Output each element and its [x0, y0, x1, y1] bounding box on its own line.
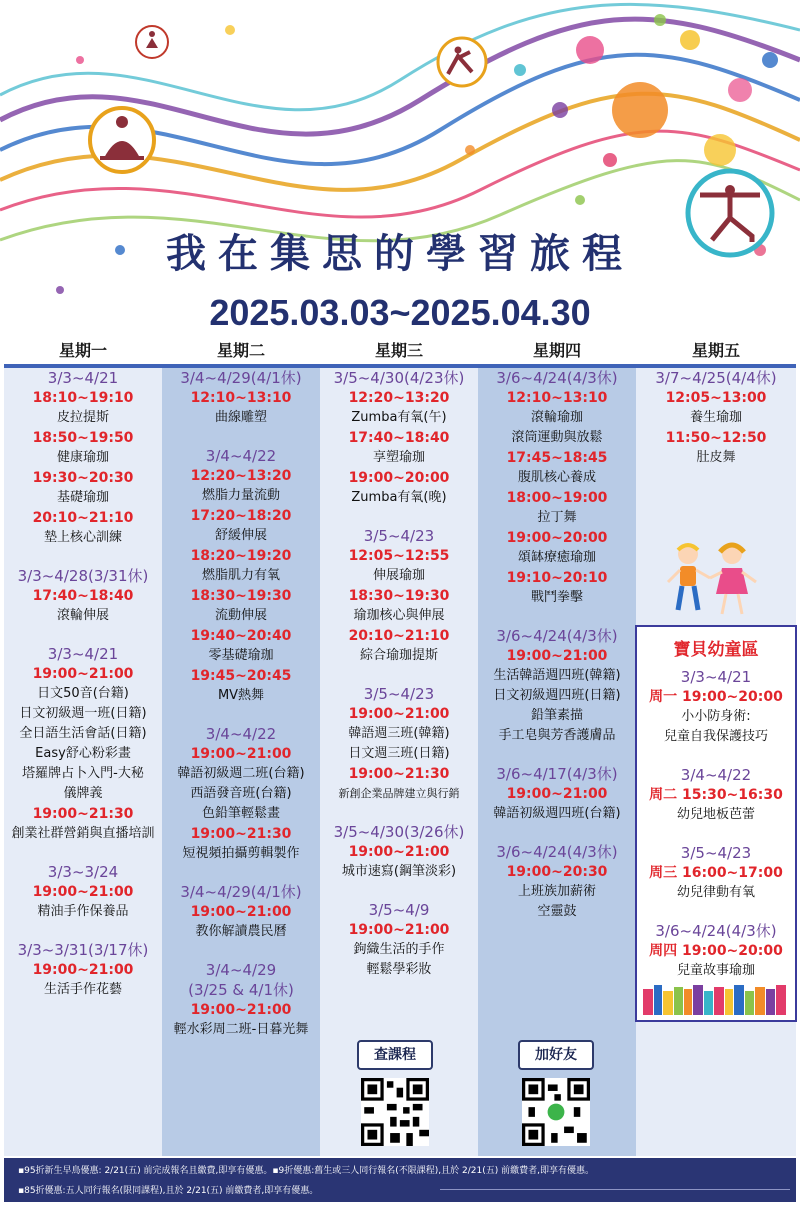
day-header-wednesday: 星期三 — [374, 341, 423, 360]
date-range-label: 3/3~3/31(3/17休) — [17, 941, 149, 959]
course-name: 皮拉提斯 — [56, 410, 109, 425]
kids-section — [635, 625, 797, 1022]
time-slot: 19:10~20:10 — [506, 570, 608, 586]
time-slot: 12:05~12:55 — [348, 548, 450, 564]
course-name: 養生瑜珈 — [689, 410, 742, 425]
kids-time-slot: 周一 19:00~20:00 — [649, 689, 783, 705]
course-name: 短視頻拍攝剪輯製作 — [182, 846, 300, 861]
date-range-label: 3/6~4/24(4/3休) — [496, 843, 618, 861]
column-monday — [4, 368, 162, 1156]
course-name: 韓語週三班(韓籍) — [348, 726, 450, 741]
stretch-icon — [438, 38, 486, 86]
course-name: 儀牌義 — [63, 786, 103, 801]
course-name: 輕水彩周二班-日暮光舞 — [173, 1022, 309, 1037]
books-icon — [641, 983, 791, 1015]
time-slot: 12:05~13:00 — [665, 390, 767, 406]
date-range-label: 3/4~4/29 — [205, 961, 277, 979]
course-name: 綜合瑜珈提斯 — [359, 648, 438, 663]
course-name: 頌缽療癒瑜珈 — [517, 550, 596, 565]
time-slot: 18:30~19:30 — [348, 588, 450, 604]
course-qr-code-icon[interactable] — [361, 1078, 429, 1146]
time-slot: 19:40~20:40 — [190, 628, 292, 644]
time-slot: 19:00~20:30 — [506, 864, 608, 880]
hero-banner — [0, 0, 800, 340]
course-name: 肚皮舞 — [696, 450, 736, 465]
date-range-label: 3/3~4/28(3/31休) — [17, 567, 149, 585]
course-name: 拉丁舞 — [537, 510, 577, 525]
time-slot: 19:45~20:45 — [190, 668, 292, 684]
time-slot: 12:10~13:10 — [506, 390, 608, 406]
page-title: 我在集思的學習旅程 — [166, 231, 634, 277]
time-slot: 18:00~19:00 — [506, 490, 608, 506]
course-name: 享塑瑜珈 — [372, 450, 425, 465]
course-name: 空靈鼓 — [537, 904, 577, 919]
time-slot: 12:20~13:20 — [348, 390, 450, 406]
course-name: Easy舒心粉彩畫 — [35, 746, 131, 761]
course-name: 輕鬆學彩妝 — [366, 962, 432, 977]
kids-course-name: 幼兒地板芭蕾 — [676, 807, 755, 822]
discount-line-2: ▪85折優惠:五人同行報名(限同課程),且於 2/21(五) 前繳費者,即享有優惠。 — [18, 1186, 319, 1196]
line-qr-code-icon[interactable] — [522, 1078, 590, 1146]
course-name: 色鉛筆輕鬆畫 — [201, 806, 280, 821]
course-name: 健康瑜珈 — [56, 450, 109, 465]
time-slot: 20:10~21:10 — [348, 628, 450, 644]
kids-illustration — [660, 540, 770, 622]
day-header-thursday: 星期四 — [532, 341, 581, 360]
course-name: 零基礎瑜珈 — [208, 648, 274, 663]
time-slot: 18:20~19:20 — [190, 548, 292, 564]
course-name: 日文初級週一班(日籍) — [19, 706, 147, 721]
course-name: 流動伸展 — [214, 608, 267, 623]
course-name: 滾輪瑜珈 — [530, 410, 583, 425]
column-tuesday — [162, 368, 320, 1156]
time-slot: 11:50~12:50 — [665, 430, 767, 446]
course-name: 鉤織生活的手作 — [353, 942, 445, 957]
course-name: 手工皂與芳香護膚品 — [498, 728, 616, 743]
course-name: 生活韓語週四班(韓籍) — [493, 668, 621, 683]
course-name: 塔羅牌占卜入門-大秘 — [22, 766, 144, 781]
course-name: 舒緩伸展 — [214, 528, 267, 543]
kids-time-slot: 周二 15:30~16:30 — [649, 787, 783, 803]
date-range-label: 3/5~4/30(4/23休) — [333, 369, 465, 387]
kids-course-name: 幼兒律動有氧 — [676, 885, 755, 900]
course-name: 全日語生活會話(日籍) — [19, 726, 147, 741]
time-slot: 19:30~20:30 — [32, 470, 134, 486]
course-name: 戰鬥拳擊 — [530, 590, 583, 605]
course-name: 日文初級週四班(日籍) — [493, 688, 621, 703]
time-slot: 19:00~21:00 — [190, 1002, 292, 1018]
course-name: 教你解讀農民曆 — [195, 924, 287, 939]
course-name: 日文週三班(日籍) — [348, 746, 450, 761]
time-slot: 19:00~21:30 — [32, 806, 134, 822]
time-slot: 17:40~18:40 — [348, 430, 450, 446]
course-name: 新創企業品牌建立與行銷 — [338, 787, 460, 800]
course-name: MV熱舞 — [217, 688, 265, 703]
kids-date-range-label: 3/4~4/22 — [680, 766, 752, 784]
course-name: 瑜珈核心與伸展 — [353, 608, 445, 623]
course-name: 燃脂肌力有氧 — [201, 568, 280, 583]
time-slot: 19:00~21:30 — [348, 766, 450, 782]
course-name: 基礎瑜珈 — [56, 490, 109, 505]
time-slot: 19:00~20:00 — [348, 470, 450, 486]
time-slot: 19:00~21:00 — [32, 884, 134, 900]
kids-time-slot: 周四 19:00~20:00 — [649, 943, 783, 959]
date-range-label: 3/5~4/9 — [368, 901, 430, 919]
time-slot: 18:10~19:10 — [32, 390, 134, 406]
footer-divider — [440, 1189, 790, 1190]
time-slot: 17:45~18:45 — [506, 450, 608, 466]
kids-course-name: 兒童故事瑜珈 — [676, 963, 755, 978]
day-header-monday: 星期一 — [58, 341, 107, 360]
course-name: 墊上核心訓練 — [43, 530, 122, 545]
time-slot: 18:50~19:50 — [32, 430, 134, 446]
course-name: 創業社群營銷與直播培訓 — [11, 826, 155, 841]
course-name: 韓語初級週四班(台籍) — [493, 806, 621, 821]
date-range-label: 3/3~3/24 — [47, 863, 119, 881]
kids-date-range-label: 3/3~4/21 — [680, 668, 752, 686]
kids-date-range-label: 3/5~4/23 — [680, 844, 752, 862]
kids-course-name: 小小防身術: — [681, 709, 751, 724]
day-header-friday: 星期五 — [691, 341, 740, 360]
date-range-label: 3/4~4/29(4/1休) — [180, 883, 302, 901]
date-range-label: (3/25 & 4/1休) — [188, 981, 294, 999]
time-slot: 19:00~21:00 — [190, 746, 292, 762]
time-slot: 17:20~18:20 — [190, 508, 292, 524]
course-name: 燃脂力量流動 — [201, 488, 280, 503]
date-range-label: 3/6~4/24(4/3休) — [496, 627, 618, 645]
add-friend-button[interactable]: 加好友 — [518, 1040, 594, 1070]
date-range-label: 3/5~4/30(3/26休) — [333, 823, 465, 841]
yoga-medallions — [0, 0, 800, 340]
course-name: 城市速寫(鋼筆淡彩) — [341, 864, 457, 879]
time-slot: 19:00~21:00 — [348, 922, 450, 938]
lotus-pose-icon — [90, 108, 154, 172]
time-slot: 12:20~13:20 — [190, 468, 292, 484]
time-slot: 19:00~21:00 — [32, 962, 134, 978]
date-range-label: 3/7~4/25(4/4休) — [655, 369, 777, 387]
course-name: 生活手作花藝 — [43, 982, 122, 997]
course-name: 伸展瑜珈 — [372, 568, 425, 583]
time-slot: 19:00~21:30 — [190, 826, 292, 842]
time-slot: 19:00~21:00 — [348, 844, 450, 860]
date-range-label: 3/3~4/21 — [47, 369, 119, 387]
kids-section-title: 寶貝幼童區 — [673, 640, 759, 660]
column-thursday — [478, 368, 636, 1156]
time-slot: 19:00~21:00 — [348, 706, 450, 722]
discount-line-1: ▪95折新生早鳥優惠: 2/21(五) 前完成報名且繳費,即享有優惠。▪9折優惠:舊生或三人同行報名(不限課程),且於 2/21(五) 前繳費者,即享有優惠。 — [18, 1166, 594, 1176]
course-name: 日文50音(台籍) — [37, 686, 129, 701]
time-slot: 19:00~21:00 — [32, 666, 134, 682]
date-range-label: 3/5~4/23 — [363, 527, 435, 545]
course-name: 精油手作保養品 — [37, 904, 129, 919]
day-header-row — [4, 338, 796, 364]
time-slot: 17:40~18:40 — [32, 588, 134, 604]
date-range: 2025.03.03~2025.04.30 — [209, 292, 591, 333]
time-slot: 18:30~19:30 — [190, 588, 292, 604]
course-name: Zumba有氧(晚) — [351, 490, 447, 505]
time-slot: 12:10~13:10 — [190, 390, 292, 406]
time-slot: 19:00~21:00 — [506, 786, 608, 802]
date-range-label: 3/3~4/21 — [47, 645, 119, 663]
kids-date-range-label: 3/6~4/24(4/3休) — [655, 922, 777, 940]
time-slot: 20:10~21:10 — [32, 510, 134, 526]
course-name: 鉛筆素描 — [530, 708, 583, 723]
footer-discounts — [4, 1158, 796, 1202]
time-slot: 19:00~21:00 — [190, 904, 292, 920]
course-name: 韓語初級週二班(台籍) — [177, 766, 305, 781]
course-name: Zumba有氧(午) — [351, 410, 447, 425]
course-name: 滾輪伸展 — [56, 608, 109, 623]
time-slot: 19:00~20:00 — [506, 530, 608, 546]
course-name: 滾筒運動與放鬆 — [511, 430, 603, 445]
day-header-tuesday: 星期二 — [216, 341, 265, 360]
meditation-icon — [136, 26, 168, 58]
course-name: 西語發音班(台籍) — [190, 786, 292, 801]
date-range-label: 3/4~4/22 — [205, 447, 277, 465]
date-range-label: 3/4~4/29(4/1休) — [180, 369, 302, 387]
date-range-label: 3/4~4/22 — [205, 725, 277, 743]
course-name: 腹肌核心養成 — [517, 470, 596, 485]
kids-time-slot: 周三 16:00~17:00 — [649, 865, 783, 881]
check-course-button[interactable]: 查課程 — [357, 1040, 433, 1070]
column-wednesday — [320, 368, 478, 1156]
date-range-label: 3/6~4/24(4/3休) — [496, 369, 618, 387]
date-range-label: 3/6~4/17(4/3休) — [496, 765, 618, 783]
course-name: 上班族加薪術 — [517, 884, 596, 899]
kids-course-name: 兒童自我保護技巧 — [663, 729, 768, 744]
course-name: 曲線雕塑 — [214, 410, 267, 425]
time-slot: 19:00~21:00 — [506, 648, 608, 664]
date-range-label: 3/5~4/23 — [363, 685, 435, 703]
